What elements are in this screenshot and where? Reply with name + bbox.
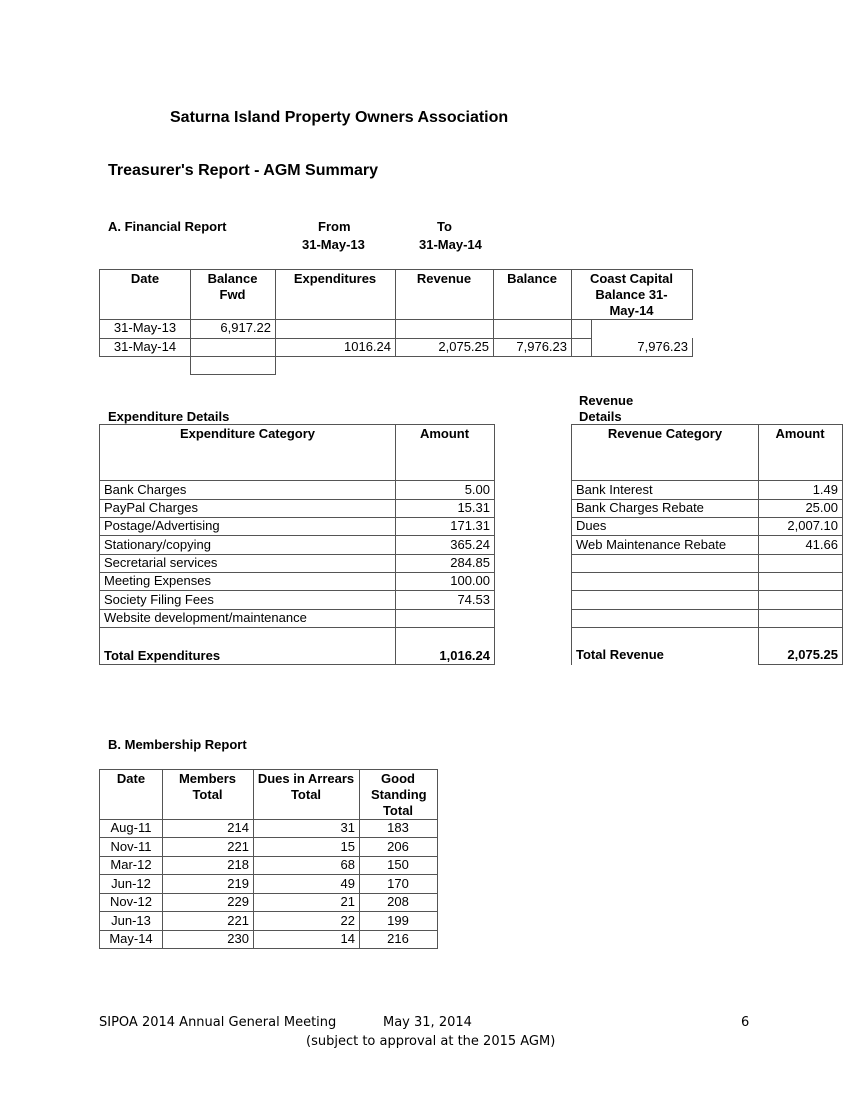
header-amount: Amount (758, 424, 843, 481)
revenue-amount (758, 591, 843, 610)
expenditure-category: PayPal Charges (99, 499, 396, 518)
members-total: 229 (162, 893, 254, 912)
revenue-category: Dues (571, 517, 759, 536)
expenditure-category: Website development/maintenance (99, 609, 396, 628)
revenue-category: Web Maintenance Rebate (571, 536, 759, 555)
revenue-amount: 1.49 (758, 481, 843, 500)
members-total: 230 (162, 930, 254, 949)
membership-date: Jun-13 (99, 912, 163, 931)
expenditure-amount: 74.53 (395, 591, 495, 610)
dues-arrears-total: 68 (253, 856, 360, 875)
row-expenditures (275, 319, 396, 339)
revenue-amount (758, 609, 843, 628)
header-dues-arrears: Dues in Arrears Total (253, 769, 360, 820)
good-standing-total: 170 (359, 875, 438, 894)
revenue-category (571, 554, 759, 573)
total-expenditures-amount: 1,016.24 (395, 627, 495, 665)
good-standing-total: 199 (359, 912, 438, 931)
header-date: Date (99, 769, 163, 820)
from-label: From (318, 219, 351, 234)
dues-arrears-total: 21 (253, 893, 360, 912)
header-balance: Balance (493, 269, 572, 320)
dues-arrears-total: 49 (253, 875, 360, 894)
row-balance: 7,976.23 (493, 338, 572, 357)
row-revenue: 2,075.25 (395, 338, 494, 357)
membership-date: Aug-11 (99, 819, 163, 838)
to-label: To (437, 219, 452, 234)
members-total: 218 (162, 856, 254, 875)
row-expenditures: 1016.24 (275, 338, 396, 357)
total-revenue-amount: 2,075.25 (758, 627, 843, 665)
expenditure-category: Bank Charges (99, 481, 396, 500)
expenditure-heading: Expenditure Details (108, 409, 230, 424)
revenue-amount: 2,007.10 (758, 517, 843, 536)
membership-date: May-14 (99, 930, 163, 949)
header-expenditure-category: Expenditure Category (99, 424, 396, 481)
header-revenue: Revenue (395, 269, 494, 320)
header-date: Date (99, 269, 191, 320)
header-balance-fwd: Balance Fwd (190, 269, 276, 320)
revenue-heading-line1: Revenue (579, 393, 634, 408)
row-coast (591, 319, 693, 339)
dues-arrears-total: 15 (253, 838, 360, 857)
expenditure-amount: 284.85 (395, 554, 495, 573)
to-date: 31-May-14 (419, 237, 482, 252)
row-balance (493, 319, 572, 339)
from-date: 31-May-13 (302, 237, 365, 252)
expenditure-category: Postage/Advertising (99, 517, 396, 536)
membership-date: Mar-12 (99, 856, 163, 875)
members-total: 221 (162, 912, 254, 931)
expenditure-category: Society Filing Fees (99, 591, 396, 610)
row-spacer (571, 319, 592, 339)
dues-arrears-total: 31 (253, 819, 360, 838)
members-total: 219 (162, 875, 254, 894)
membership-date: Nov-12 (99, 893, 163, 912)
row-balance-fwd: 6,917.22 (190, 319, 276, 339)
header-members-total: Members Total (162, 769, 254, 820)
revenue-category: Bank Interest (571, 481, 759, 500)
row-spacer (571, 338, 592, 357)
document-title: Saturna Island Property Owners Association (170, 109, 509, 126)
row-coast: 7,976.23 (591, 338, 693, 357)
members-total: 214 (162, 819, 254, 838)
revenue-amount: 41.66 (758, 536, 843, 555)
good-standing-total: 216 (359, 930, 438, 949)
financial-heading: A. Financial Report (108, 219, 227, 234)
expenditure-category: Stationary/copying (99, 536, 396, 555)
expenditure-amount: 5.00 (395, 481, 495, 500)
good-standing-total: 206 (359, 838, 438, 857)
revenue-amount (758, 572, 843, 591)
row-balance-fwd (190, 338, 276, 357)
total-expenditures-label: Total Expenditures (99, 627, 396, 665)
report-subtitle: Treasurer's Report - AGM Summary (108, 162, 378, 179)
membership-date: Nov-11 (99, 838, 163, 857)
expenditure-amount: 171.31 (395, 517, 495, 536)
footer-date: May 31, 2014 (383, 1015, 472, 1030)
dues-arrears-total: 22 (253, 912, 360, 931)
membership-heading: B. Membership Report (108, 737, 247, 752)
row-date: 31-May-14 (99, 338, 191, 357)
revenue-amount (758, 554, 843, 573)
members-total: 221 (162, 838, 254, 857)
revenue-category (571, 572, 759, 591)
row-date: 31-May-13 (99, 319, 191, 339)
revenue-category: Bank Charges Rebate (571, 499, 759, 518)
good-standing-total: 150 (359, 856, 438, 875)
expenditure-amount (395, 609, 495, 628)
expenditure-amount: 365.24 (395, 536, 495, 555)
revenue-heading-line2: Details (579, 409, 622, 424)
header-expenditures: Expenditures (275, 269, 396, 320)
footer-meeting: SIPOA 2014 Annual General Meeting (99, 1015, 337, 1030)
expenditure-amount: 100.00 (395, 572, 495, 591)
revenue-amount: 25.00 (758, 499, 843, 518)
good-standing-total: 183 (359, 819, 438, 838)
total-revenue-label: Total Revenue (571, 627, 759, 665)
dues-arrears-total: 14 (253, 930, 360, 949)
footer-approval-note: (subject to approval at the 2015 AGM) (306, 1034, 556, 1049)
membership-date: Jun-12 (99, 875, 163, 894)
header-coast-capital: Coast Capital Balance 31-May-14 (571, 269, 693, 320)
expenditure-category: Meeting Expenses (99, 572, 396, 591)
revenue-category (571, 609, 759, 628)
header-good-standing: Good Standing Total (359, 769, 438, 820)
revenue-category (571, 591, 759, 610)
footer-page-number: 6 (741, 1015, 750, 1030)
header-amount: Amount (395, 424, 495, 481)
good-standing-total: 208 (359, 893, 438, 912)
expenditure-category: Secretarial services (99, 554, 396, 573)
row-revenue (395, 319, 494, 339)
header-revenue-category: Revenue Category (571, 424, 759, 481)
expenditure-amount: 15.31 (395, 499, 495, 518)
empty-cell (190, 356, 276, 375)
